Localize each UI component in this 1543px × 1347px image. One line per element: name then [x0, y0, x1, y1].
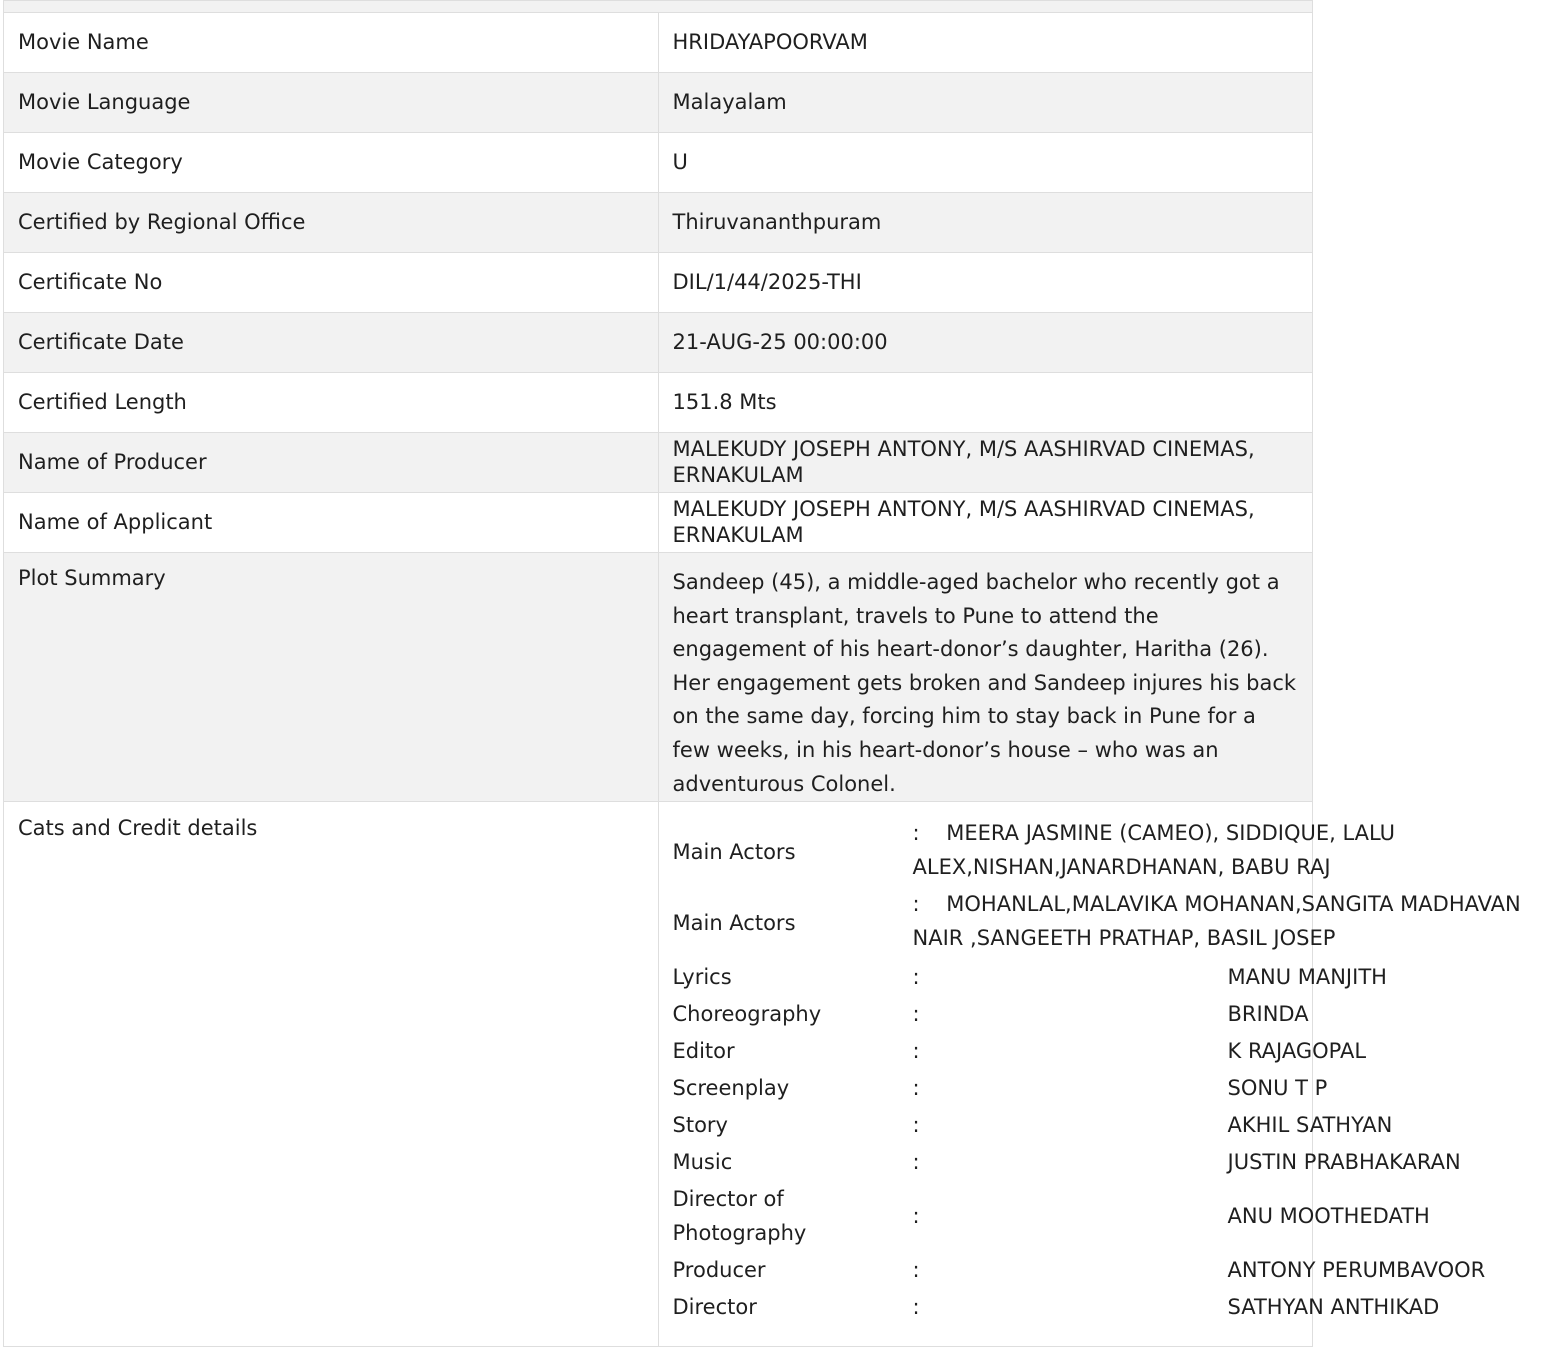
cast-credits-cell — [658, 802, 1521, 1347]
credit-separator: : — [912, 1149, 920, 1174]
credit-separator: : — [912, 1038, 920, 1063]
credit-name: SATHYAN ANTHIKAD — [1227, 1294, 1440, 1319]
row-value: DIL/1/44/2025-THI — [658, 253, 1313, 313]
row-value: 151.8 Mts — [658, 373, 1313, 433]
row-certificate-no — [4, 253, 1313, 313]
row-label: Movie Category — [4, 133, 659, 193]
cast-credits-label: Cats and Credit details — [4, 802, 659, 1347]
row-label: Movie Language — [4, 73, 659, 133]
credit-name-text: MEERA JASMINE (CAMEO), SIDDIQUE, LALU ALEX,NISHAN,JANARDHANAN, BABU RAJ — [912, 821, 1396, 879]
credit-separator: : — [912, 1075, 920, 1100]
credit-name: SONU T P — [1227, 1075, 1328, 1100]
row-label: Movie Name — [4, 13, 659, 73]
credit-name: AKHIL SATHYAN — [1227, 1112, 1393, 1137]
row-certificate-date — [4, 313, 1313, 373]
credit-role: Editor — [672, 1038, 735, 1063]
credit-role: Lyrics — [672, 964, 732, 989]
credit-role: Director of Photography — [672, 1187, 807, 1245]
credit-role: Main Actors — [672, 839, 796, 864]
row-cast-and-credits — [4, 802, 1313, 1347]
credit-name-text: MOHANLAL,MALAVIKA MOHANAN,SANGITA MADHAVAN NAIR ,SANGEETH PRATHAP, BASIL JOSEP — [912, 892, 1521, 950]
credit-separator: : — [912, 1294, 920, 1319]
credit-separator: : — [912, 892, 920, 917]
credit-name — [913, 888, 1543, 959]
row-value: HRIDAYAPOORVAM — [658, 13, 1313, 73]
credit-row — [673, 1033, 1543, 1070]
row-name-of-applicant — [4, 493, 1313, 553]
credit-role: Choreography — [672, 1001, 822, 1026]
credit-role: Producer — [672, 1257, 766, 1282]
credit-name: BRINDA — [1227, 1001, 1309, 1026]
row-label: Certified Length — [4, 373, 659, 433]
row-plot-summary — [4, 553, 1313, 802]
plot-summary-label: Plot Summary — [4, 553, 659, 802]
table-top-strip — [4, 1, 1313, 13]
row-regional-office — [4, 193, 1313, 253]
row-value: MALEKUDY JOSEPH ANTONY, M/S AASHIRVAD CINEMAS, ERNAKULAM — [658, 433, 1313, 493]
row-label: Name of Applicant — [4, 493, 659, 553]
credit-name: K RAJAGOPAL — [1227, 1038, 1367, 1063]
credit-name: MANU MANJITH — [1227, 964, 1387, 989]
row-label: Certificate No — [4, 253, 659, 313]
credit-row — [673, 1252, 1543, 1289]
certificate-details-table — [3, 0, 1521, 1347]
certificate-details-panel — [3, 0, 1521, 1347]
row-value: MALEKUDY JOSEPH ANTONY, M/S AASHIRVAD CINEMAS, ERNAKULAM — [658, 493, 1313, 553]
credit-name: ANTONY PERUMBAVOOR — [1227, 1257, 1486, 1282]
row-value: Malayalam — [658, 73, 1313, 133]
credit-row — [673, 1144, 1543, 1181]
credit-separator: : — [912, 821, 920, 846]
credit-row — [673, 996, 1543, 1033]
row-value: 21-AUG-25 00:00:00 — [658, 313, 1313, 373]
credit-row — [673, 817, 1543, 888]
credit-role: Music — [672, 1149, 733, 1174]
credit-row — [673, 1107, 1543, 1144]
plot-summary-text: Sandeep (45), a middle-aged bachelor who recently got a heart transplant, travels to Pune to attend the engagement of his heart-donor’s daughter, Haritha (26). Her engagement gets broken and Sandeep injures his back on the same day, forcing him to stay back in Pune for a few weeks, in his heart-donor’s house – who was an adventurous Colonel. — [658, 553, 1313, 802]
credit-role: Story — [672, 1112, 728, 1137]
credit-row — [673, 888, 1543, 959]
credit-separator: : — [912, 964, 920, 989]
row-certified-length — [4, 373, 1313, 433]
credits-table — [673, 817, 1543, 1326]
credit-row — [673, 1289, 1543, 1326]
row-name-of-producer — [4, 433, 1313, 493]
row-movie-category — [4, 133, 1313, 193]
row-value: Thiruvananthpuram — [658, 193, 1313, 253]
credit-row — [673, 1181, 1543, 1252]
credit-name: ANU MOOTHEDATH — [1227, 1203, 1430, 1228]
credit-row — [673, 1070, 1543, 1107]
row-label: Certified by Regional Office — [4, 193, 659, 253]
credit-name — [913, 817, 1543, 888]
credit-separator: : — [912, 1257, 920, 1282]
row-movie-language — [4, 73, 1313, 133]
credit-row — [673, 959, 1543, 996]
row-movie-name — [4, 13, 1313, 73]
credit-separator: : — [912, 1001, 920, 1026]
credit-separator: : — [912, 1203, 920, 1228]
row-label: Name of Producer — [4, 433, 659, 493]
credit-role: Screenplay — [672, 1075, 790, 1100]
row-label: Certificate Date — [4, 313, 659, 373]
credit-role: Main Actors — [672, 910, 796, 935]
credit-separator: : — [912, 1112, 920, 1137]
credit-name: JUSTIN PRABHAKARAN — [1227, 1149, 1461, 1174]
credit-role: Director — [672, 1294, 757, 1319]
row-value: U — [658, 133, 1313, 193]
